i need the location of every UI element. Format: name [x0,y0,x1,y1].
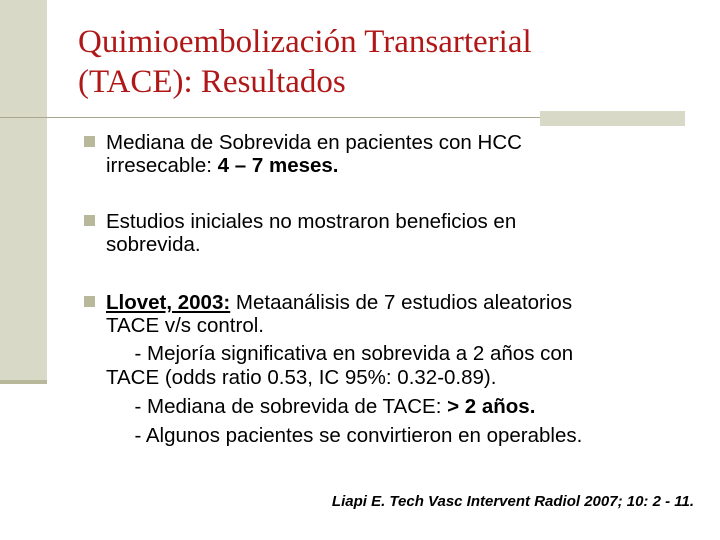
bullet-1-emphasis: 4 – 7 meses. [217,154,339,177]
sub-point-2-prefix: - Mediana de sobrevida de TACE: [106,395,448,418]
bullet-1-prefix: irresecable: [106,154,218,177]
bullet-1-line-1: Mediana de Sobrevida en pacientes con HCC [106,131,522,154]
sub-point-2-emphasis: > 2 años. [447,395,536,418]
sub-point-2 [106,395,535,418]
left-accent-bar-edge [0,380,47,384]
sub-point-1-line-2: TACE (odds ratio 0.53, IC 95%: 0.32-0.89). [106,366,497,389]
bullet-3-reference: Llovet, 2003: [106,291,231,314]
title-divider-tab [540,111,685,126]
bullet-1-line-2 [106,154,706,177]
slide-title [78,22,708,102]
sub-point-1-line-1: - Mejoría significativa en sobrevida a 2 años con [106,342,574,365]
square-bullet-icon [84,296,95,307]
left-accent-bar [0,0,47,383]
square-bullet-icon [84,215,95,226]
bullet-2-line-2: sobrevida. [106,233,201,256]
bullet-3-line-1 [106,291,706,314]
slide-title-line-1: Quimioembolización Transarterial [78,24,532,60]
sub-point-3: - Algunos pacientes se convirtieron en operables. [106,424,583,447]
bullet-3-rest: Metaanálisis de 7 estudios aleatorios [230,291,573,314]
bullet-3-line-2: TACE v/s control. [106,314,264,337]
title-divider [0,117,540,118]
slide-title-line-2: (TACE): Resultados [78,64,346,100]
bullet-2-line-1: Estudios iniciales no mostraron beneficios en [106,210,517,233]
citation: Liapi E. Tech Vasc Intervent Radiol 2007; 10: 2 - 11. [331,493,694,510]
square-bullet-icon [84,136,95,147]
